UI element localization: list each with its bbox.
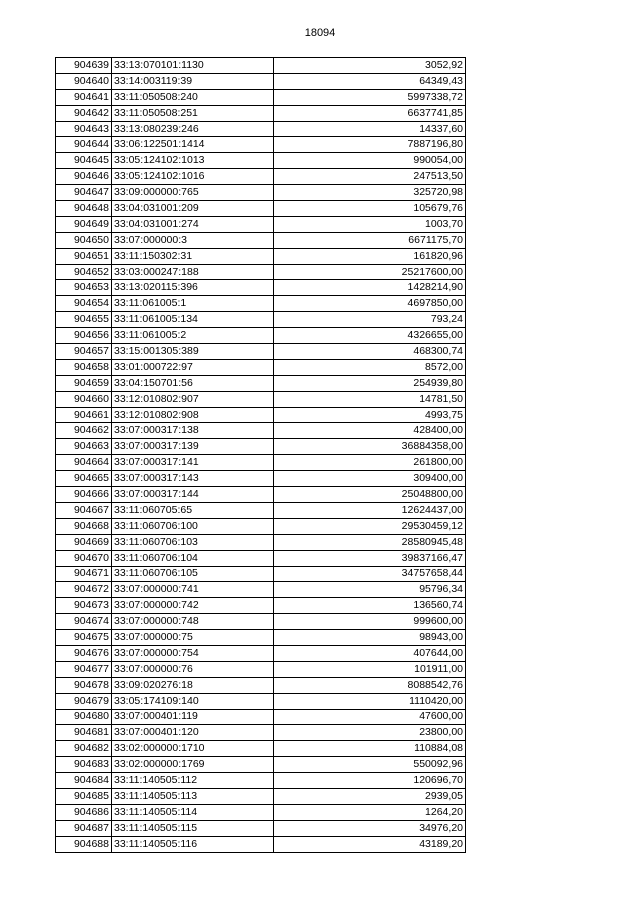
value-cell: 1003,70	[274, 216, 466, 232]
table-row	[56, 169, 466, 185]
table-row	[56, 105, 466, 121]
row-number-cell: 904680	[56, 709, 112, 725]
value-cell: 428400,00	[274, 423, 466, 439]
row-number-cell: 904667	[56, 502, 112, 518]
table-row	[56, 534, 466, 550]
row-number-cell: 904649	[56, 216, 112, 232]
cadastral-number-cell: 33:05:124102:1013	[112, 153, 274, 169]
table-row	[56, 582, 466, 598]
cadastral-number-cell: 33:07:000000:3	[112, 232, 274, 248]
row-number-cell: 904672	[56, 582, 112, 598]
cadastral-number-cell: 33:04:031001:274	[112, 216, 274, 232]
row-number-cell: 904673	[56, 598, 112, 614]
table-row	[56, 359, 466, 375]
table-row	[56, 439, 466, 455]
value-cell: 34976,20	[274, 820, 466, 836]
value-cell: 6637741,85	[274, 105, 466, 121]
row-number-cell: 904664	[56, 455, 112, 471]
table-row	[56, 296, 466, 312]
value-cell: 95796,34	[274, 582, 466, 598]
table-row	[56, 312, 466, 328]
cadastral-number-cell: 33:13:020115:396	[112, 280, 274, 296]
cadastral-number-cell: 33:15:001305:389	[112, 344, 274, 360]
value-cell: 254939,80	[274, 375, 466, 391]
table-row	[56, 709, 466, 725]
table-row	[56, 836, 466, 852]
cadastral-number-cell: 33:11:060705:65	[112, 502, 274, 518]
value-cell: 3052,92	[274, 58, 466, 74]
value-cell: 4697850,00	[274, 296, 466, 312]
value-cell: 4326655,00	[274, 328, 466, 344]
row-number-cell: 904659	[56, 375, 112, 391]
table-row	[56, 820, 466, 836]
row-number-cell: 904682	[56, 741, 112, 757]
table-row	[56, 153, 466, 169]
row-number-cell: 904676	[56, 645, 112, 661]
table-row	[56, 264, 466, 280]
cadastral-number-cell: 33:13:070101:1130	[112, 58, 274, 74]
table-row	[56, 391, 466, 407]
row-number-cell: 904685	[56, 788, 112, 804]
value-cell: 47600,00	[274, 709, 466, 725]
value-cell: 5997338,72	[274, 89, 466, 105]
table-row	[56, 73, 466, 89]
cadastral-number-cell: 33:03:000247:188	[112, 264, 274, 280]
value-cell: 28580945,48	[274, 534, 466, 550]
row-number-cell: 904670	[56, 550, 112, 566]
row-number-cell: 904651	[56, 248, 112, 264]
value-cell: 43189,20	[274, 836, 466, 852]
row-number-cell: 904641	[56, 89, 112, 105]
cadastral-number-cell: 33:07:000317:138	[112, 423, 274, 439]
cadastral-number-cell: 33:11:060706:100	[112, 518, 274, 534]
table-row	[56, 677, 466, 693]
table-row	[56, 518, 466, 534]
cadastral-number-cell: 33:11:140505:112	[112, 773, 274, 789]
row-number-cell: 904661	[56, 407, 112, 423]
row-number-cell: 904643	[56, 121, 112, 137]
value-cell: 8088542,76	[274, 677, 466, 693]
cadastral-number-cell: 33:12:010802:907	[112, 391, 274, 407]
cadastral-number-cell: 33:11:050508:240	[112, 89, 274, 105]
row-number-cell: 904648	[56, 201, 112, 217]
row-number-cell: 904662	[56, 423, 112, 439]
table-row	[56, 407, 466, 423]
row-number-cell: 904652	[56, 264, 112, 280]
value-cell: 407644,00	[274, 645, 466, 661]
row-number-cell: 904674	[56, 614, 112, 630]
value-cell: 23800,00	[274, 725, 466, 741]
row-number-cell: 904675	[56, 630, 112, 646]
registry-table	[55, 57, 466, 853]
row-number-cell: 904681	[56, 725, 112, 741]
value-cell: 136560,74	[274, 598, 466, 614]
value-cell: 14337,60	[274, 121, 466, 137]
table-row	[56, 280, 466, 296]
value-cell: 990054,00	[274, 153, 466, 169]
value-cell: 120696,70	[274, 773, 466, 789]
value-cell: 105679,76	[274, 201, 466, 217]
table-row	[56, 502, 466, 518]
value-cell: 325720,98	[274, 185, 466, 201]
table-row	[56, 788, 466, 804]
cadastral-number-cell: 33:11:061005:1	[112, 296, 274, 312]
cadastral-number-cell: 33:05:174109:140	[112, 693, 274, 709]
table-row	[56, 185, 466, 201]
cadastral-number-cell: 33:11:140505:115	[112, 820, 274, 836]
value-cell: 8572,00	[274, 359, 466, 375]
row-number-cell: 904686	[56, 804, 112, 820]
table-row	[56, 201, 466, 217]
row-number-cell: 904663	[56, 439, 112, 455]
cadastral-number-cell: 33:02:000000:1710	[112, 741, 274, 757]
table-row	[56, 773, 466, 789]
value-cell: 793,24	[274, 312, 466, 328]
table-row	[56, 693, 466, 709]
row-number-cell: 904657	[56, 344, 112, 360]
row-number-cell: 904666	[56, 487, 112, 503]
cadastral-number-cell: 33:09:020276:18	[112, 677, 274, 693]
row-number-cell: 904653	[56, 280, 112, 296]
value-cell: 1110420,00	[274, 693, 466, 709]
table-row	[56, 630, 466, 646]
value-cell: 64349,43	[274, 73, 466, 89]
value-cell: 261800,00	[274, 455, 466, 471]
row-number-cell: 904645	[56, 153, 112, 169]
registry-table-body	[56, 58, 466, 853]
row-number-cell: 904656	[56, 328, 112, 344]
cadastral-number-cell: 33:07:000000:748	[112, 614, 274, 630]
value-cell: 98943,00	[274, 630, 466, 646]
cadastral-number-cell: 33:07:000401:119	[112, 709, 274, 725]
row-number-cell: 904642	[56, 105, 112, 121]
cadastral-number-cell: 33:01:000722:97	[112, 359, 274, 375]
row-number-cell: 904647	[56, 185, 112, 201]
row-number-cell: 904650	[56, 232, 112, 248]
table-row	[56, 121, 466, 137]
cadastral-number-cell: 33:07:000000:741	[112, 582, 274, 598]
table-row	[56, 661, 466, 677]
row-number-cell: 904660	[56, 391, 112, 407]
value-cell: 25217600,00	[274, 264, 466, 280]
page-number: 18094	[304, 27, 336, 39]
table-row	[56, 550, 466, 566]
table-row	[56, 598, 466, 614]
value-cell: 12624437,00	[274, 502, 466, 518]
row-number-cell: 904669	[56, 534, 112, 550]
table-row	[56, 645, 466, 661]
table-row	[56, 216, 466, 232]
value-cell: 101911,00	[274, 661, 466, 677]
row-number-cell: 904640	[56, 73, 112, 89]
row-number-cell: 904687	[56, 820, 112, 836]
cadastral-number-cell: 33:02:000000:1769	[112, 757, 274, 773]
value-cell: 1264,20	[274, 804, 466, 820]
table-row	[56, 455, 466, 471]
cadastral-number-cell: 33:11:060706:103	[112, 534, 274, 550]
value-cell: 247513,50	[274, 169, 466, 185]
row-number-cell: 904678	[56, 677, 112, 693]
cadastral-number-cell: 33:04:031001:209	[112, 201, 274, 217]
cadastral-number-cell: 33:07:000317:139	[112, 439, 274, 455]
cadastral-number-cell: 33:11:140505:116	[112, 836, 274, 852]
cadastral-number-cell: 33:07:000000:76	[112, 661, 274, 677]
value-cell: 34757658,44	[274, 566, 466, 582]
table-row	[56, 58, 466, 74]
cadastral-number-cell: 33:12:010802:908	[112, 407, 274, 423]
row-number-cell: 904677	[56, 661, 112, 677]
cadastral-number-cell: 33:11:150302:31	[112, 248, 274, 264]
row-number-cell: 904658	[56, 359, 112, 375]
table-row	[56, 566, 466, 582]
table-row	[56, 725, 466, 741]
table-row	[56, 248, 466, 264]
row-number-cell: 904684	[56, 773, 112, 789]
cadastral-number-cell: 33:11:060706:105	[112, 566, 274, 582]
row-number-cell: 904668	[56, 518, 112, 534]
value-cell: 468300,74	[274, 344, 466, 360]
cadastral-number-cell: 33:04:150701:56	[112, 375, 274, 391]
cadastral-number-cell: 33:11:050508:251	[112, 105, 274, 121]
cadastral-number-cell: 33:09:000000:765	[112, 185, 274, 201]
table-row	[56, 344, 466, 360]
table-row	[56, 741, 466, 757]
row-number-cell: 904688	[56, 836, 112, 852]
table-row	[56, 471, 466, 487]
cadastral-number-cell: 33:07:000317:143	[112, 471, 274, 487]
row-number-cell: 904683	[56, 757, 112, 773]
table-row	[56, 423, 466, 439]
cadastral-number-cell: 33:11:060706:104	[112, 550, 274, 566]
row-number-cell: 904671	[56, 566, 112, 582]
table-row	[56, 614, 466, 630]
value-cell: 309400,00	[274, 471, 466, 487]
table-row	[56, 232, 466, 248]
cadastral-number-cell: 33:07:000317:144	[112, 487, 274, 503]
row-number-cell: 904644	[56, 137, 112, 153]
value-cell: 14781,50	[274, 391, 466, 407]
value-cell: 1428214,90	[274, 280, 466, 296]
table-row	[56, 375, 466, 391]
cadastral-number-cell: 33:14:003119:39	[112, 73, 274, 89]
row-number-cell: 904655	[56, 312, 112, 328]
table-row	[56, 804, 466, 820]
value-cell: 25048800,00	[274, 487, 466, 503]
value-cell: 6671175,70	[274, 232, 466, 248]
cadastral-number-cell: 33:07:000000:75	[112, 630, 274, 646]
row-number-cell: 904639	[56, 58, 112, 74]
cadastral-number-cell: 33:05:124102:1016	[112, 169, 274, 185]
value-cell: 2939,05	[274, 788, 466, 804]
cadastral-number-cell: 33:11:061005:2	[112, 328, 274, 344]
value-cell: 110884,08	[274, 741, 466, 757]
value-cell: 999600,00	[274, 614, 466, 630]
cadastral-number-cell: 33:11:061005:134	[112, 312, 274, 328]
cadastral-number-cell: 33:11:140505:113	[112, 788, 274, 804]
cadastral-number-cell: 33:07:000401:120	[112, 725, 274, 741]
row-number-cell: 904665	[56, 471, 112, 487]
cadastral-number-cell: 33:13:080239:246	[112, 121, 274, 137]
value-cell: 7887196,80	[274, 137, 466, 153]
value-cell: 29530459,12	[274, 518, 466, 534]
value-cell: 4993,75	[274, 407, 466, 423]
value-cell: 36884358,00	[274, 439, 466, 455]
cadastral-number-cell: 33:07:000317:141	[112, 455, 274, 471]
table-row	[56, 757, 466, 773]
table-row	[56, 487, 466, 503]
row-number-cell: 904679	[56, 693, 112, 709]
value-cell: 39837166,47	[274, 550, 466, 566]
table-row	[56, 328, 466, 344]
cadastral-number-cell: 33:06:122501:1414	[112, 137, 274, 153]
cadastral-number-cell: 33:07:000000:754	[112, 645, 274, 661]
value-cell: 550092,96	[274, 757, 466, 773]
cadastral-number-cell: 33:07:000000:742	[112, 598, 274, 614]
value-cell: 161820,96	[274, 248, 466, 264]
row-number-cell: 904654	[56, 296, 112, 312]
table-row	[56, 89, 466, 105]
cadastral-number-cell: 33:11:140505:114	[112, 804, 274, 820]
table-row	[56, 137, 466, 153]
row-number-cell: 904646	[56, 169, 112, 185]
